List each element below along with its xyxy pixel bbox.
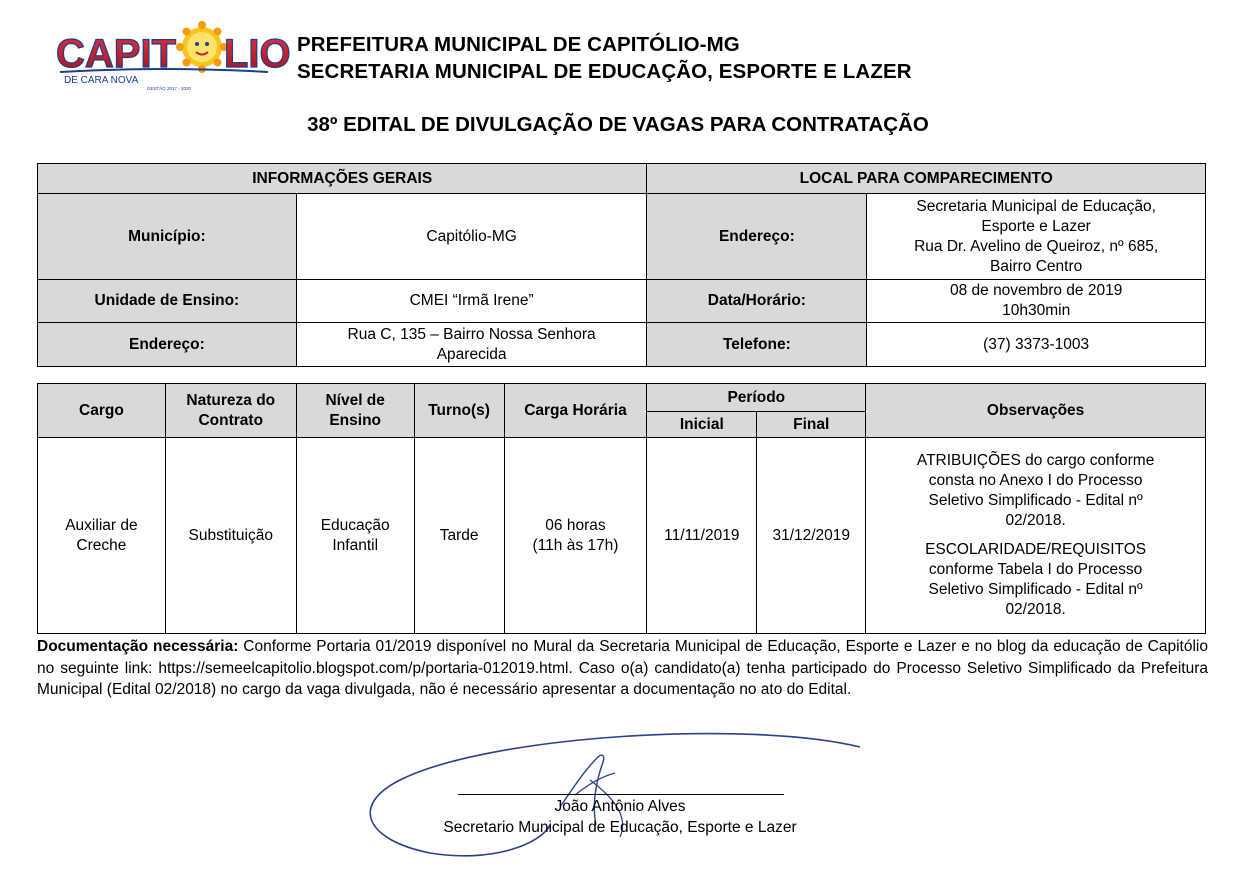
- endereco-local-line: Secretaria Municipal de Educação,: [916, 197, 1156, 215]
- capitolio-logo: [52, 20, 291, 92]
- endereco-local-label: Endereço:: [647, 194, 867, 280]
- signatory-role: Secretario Municipal de Educação, Esporte e Lazer: [443, 819, 797, 836]
- signature-line: [458, 794, 784, 795]
- col-turno: Turno(s): [414, 384, 504, 438]
- data-horario-line: 10h30min: [1002, 302, 1071, 319]
- data-horario-value: [867, 280, 1206, 323]
- obs-line: consta no Anexo I do Processo: [928, 472, 1143, 489]
- info-row: [38, 323, 1206, 367]
- endereco-unidade-line: Aparecida: [436, 345, 507, 363]
- svg-text:DE CARA NOVA: DE CARA NOVA: [64, 75, 139, 86]
- obs-escolaridade: [870, 540, 1201, 620]
- obs-line: ESCOLARIDADE/REQUISITOS: [925, 541, 1147, 558]
- info-right-header: LOCAL PARA COMPARECIMENTO: [647, 164, 1206, 194]
- info-row: [38, 280, 1206, 323]
- signature-scribble: [370, 725, 870, 865]
- telefone-label: Telefone:: [647, 323, 867, 367]
- info-left-header: INFORMAÇÕES GERAIS: [38, 164, 647, 194]
- cell-carga-line: 06 horas: [545, 516, 606, 534]
- col-inicial: Inicial: [647, 412, 757, 438]
- cell-natureza: Substituição: [165, 438, 296, 634]
- col-observacoes: Observações: [866, 384, 1206, 438]
- svg-text:GESTÃO 2017 - 2020: GESTÃO 2017 - 2020: [147, 86, 192, 91]
- svg-text:CAPIT: CAPIT: [56, 32, 176, 76]
- sun-icon: [176, 21, 228, 73]
- unidade-value: CMEI “Irmã Irene”: [296, 280, 647, 323]
- table-row: [38, 438, 1206, 634]
- cell-cargo-line: Creche: [76, 536, 127, 554]
- svg-text:LIO: LIO: [224, 32, 291, 76]
- col-periodo: Período: [647, 384, 866, 412]
- col-cargo: Cargo: [38, 384, 166, 438]
- data-horario-line: 08 de novembro de 2019: [949, 282, 1123, 299]
- cell-turno: Tarde: [414, 438, 504, 634]
- signatory-name: João Antônio Alves: [554, 798, 686, 815]
- endereco-unidade-line: Rua C, 135 – Bairro Nossa Senhora: [347, 325, 596, 343]
- data-horario-label: Data/Horário:: [647, 280, 867, 323]
- documentation-label: Documentação necessária:: [37, 638, 239, 655]
- col-final: Final: [757, 412, 866, 438]
- col-natureza-line: Natureza do: [186, 391, 276, 409]
- unidade-label: Unidade de Ensino:: [38, 280, 297, 323]
- cell-nivel: [296, 438, 414, 634]
- endereco-unidade-value: [296, 323, 647, 367]
- obs-line: 02/2018.: [1005, 512, 1066, 529]
- cell-nivel-line: Infantil: [332, 536, 379, 554]
- vacancies-table: [37, 383, 1206, 634]
- cell-cargo: [38, 438, 166, 634]
- cell-inicial: 11/11/2019: [647, 438, 757, 634]
- obs-line: Seletivo Simplificado - Edital nº: [928, 492, 1143, 509]
- col-carga: Carga Horária: [504, 384, 647, 438]
- municipio-value: Capitólio-MG: [296, 194, 647, 280]
- documentation-text: Conforme Portaria 01/2019 disponível no Mural da Secretaria Municipal de Educação, Esporte e Lazer e no blog da educação de Capitólio no seguinte link: https://semeelcapitolio.blogspot.com/p/portaria-012019.html. Caso o(a) candidato(a) tenha participado do Processo Seletivo Simplificado da Prefeitura Municipal (Edital 02/2018) no cargo da vaga divulgada, não é necessário apresentar a documentação no ato do Edital.: [37, 638, 1208, 698]
- cell-cargo-line: Auxiliar de: [65, 516, 138, 534]
- endereco-local-value: [867, 194, 1206, 280]
- col-nivel-line: Nível de: [325, 391, 385, 409]
- info-table: [37, 163, 1206, 367]
- col-nivel: [296, 384, 414, 438]
- jobs-header-row: [38, 384, 1206, 412]
- info-row: [38, 194, 1206, 280]
- obs-line: conforme Tabela I do Processo: [928, 561, 1143, 578]
- endereco-local-line: Bairro Centro: [990, 257, 1083, 275]
- endereco-unidade-label: Endereço:: [38, 323, 297, 367]
- cell-carga: [504, 438, 647, 634]
- obs-atribuicoes: [870, 451, 1201, 531]
- col-nivel-line: Ensino: [329, 411, 382, 429]
- col-natureza: [165, 384, 296, 438]
- header-line-2: SECRETARIA MUNICIPAL DE EDUCAÇÃO, ESPORTE E LAZER: [297, 60, 912, 83]
- obs-line: 02/2018.: [1005, 601, 1066, 618]
- col-natureza-line: Contrato: [198, 411, 264, 429]
- header-line-1: PREFEITURA MUNICIPAL DE CAPITÓLIO-MG: [297, 33, 740, 56]
- municipio-label: Município:: [38, 194, 297, 280]
- info-header-row: [38, 164, 1206, 194]
- obs-line: ATRIBUIÇÕES do cargo conforme: [916, 452, 1155, 469]
- cell-observacoes: [866, 438, 1206, 634]
- telefone-value: (37) 3373-1003: [867, 323, 1206, 367]
- document-title: 38º EDITAL DE DIVULGAÇÃO DE VAGAS PARA CONTRATAÇÃO: [307, 113, 929, 136]
- header-titles: [297, 31, 912, 85]
- cell-nivel-line: Educação: [320, 516, 390, 534]
- obs-line: Seletivo Simplificado - Edital nº: [928, 581, 1143, 598]
- cell-carga-line: (11h às 17h): [532, 536, 619, 554]
- cell-final: 31/12/2019: [757, 438, 866, 634]
- endereco-local-line: Rua Dr. Avelino de Queiroz, nº 685,: [914, 237, 1159, 255]
- endereco-local-line: Esporte e Lazer: [981, 217, 1091, 235]
- documentation-note: [37, 636, 1208, 701]
